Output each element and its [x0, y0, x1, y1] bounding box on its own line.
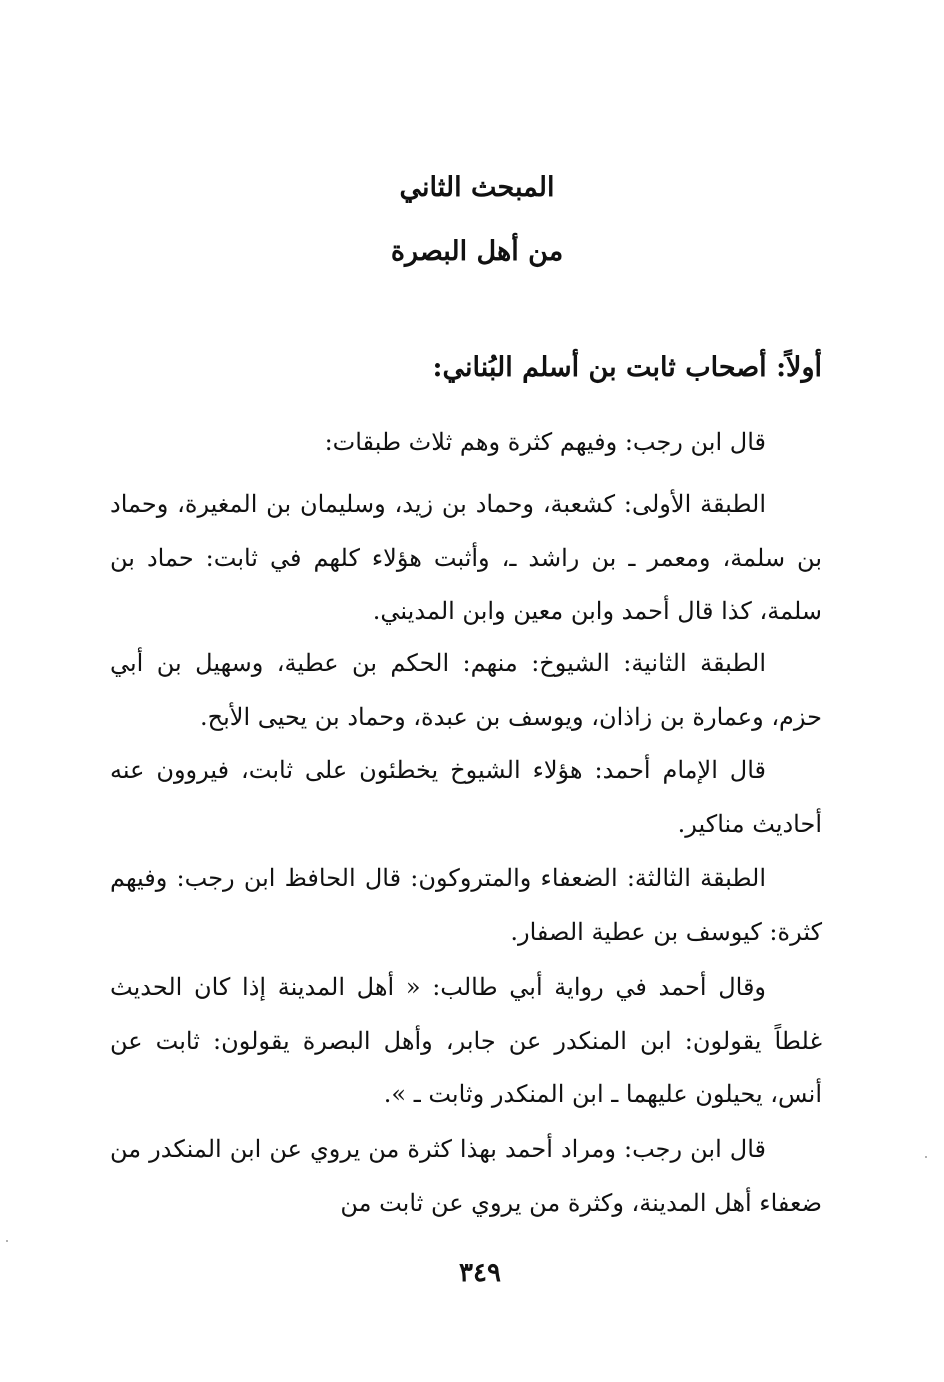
section-heading: أولاً: أصحاب ثابت بن أسلم البُناني:: [432, 352, 822, 383]
scan-speck: [6, 1240, 8, 1242]
chapter-title: المبحث الثاني: [399, 172, 555, 203]
paragraph: الطبقة الثالثة: الضعفاء والمتروكون: قال الحافظ ابن رجب: وفيهم كثرة: كيوسف بن عطية الصفار.: [110, 864, 822, 946]
page-number: ٣٤٩: [459, 1258, 501, 1288]
scan-speck: [925, 1156, 927, 1158]
paragraph: قال الإمام أحمد: هؤلاء الشيوخ يخطئون على ثابت، فيروون عنه أحاديث مناكير.: [110, 756, 822, 838]
paragraph: قال ابن رجب: وفيهم كثرة وهم ثلاث طبقات:: [324, 428, 766, 456]
paragraph: وقال أحمد في رواية أبي طالب: « أهل المدينة إذا كان الحديث غلطاً يقولون: ابن المنكدر عن جابر، وأهل البصرة يقولون: ثابت عن أنس، يحيلون عليهما ـ ابن المنكدر وثابت ـ ».: [110, 973, 822, 1108]
paragraph: الطبقة الأولى: كشعبة، وحماد بن زيد، وسليمان بن المغيرة، وحماد بن سلمة، ومعمر ـ بن راشد ـ، وأثبت هؤلاء كلهم في ثابت: حماد بن سلمة، كذا قال أحمد وابن معين وابن المديني.: [110, 490, 823, 625]
chapter-subtitle: من أهل البصرة: [390, 236, 564, 267]
paragraph: قال ابن رجب: ومراد أحمد بهذا كثرة من يروي عن ابن المنكدر من ضعفاء أهل المدينة، وكثرة من يروي عن ثابت من: [110, 1135, 822, 1217]
paragraph: الطبقة الثانية: الشيوخ: منهم: الحكم بن عطية، وسهيل بن أبي حزم، وعمارة بن زاذان، ويوسف بن عبدة، وحماد بن يحيى الأبح.: [110, 649, 822, 731]
